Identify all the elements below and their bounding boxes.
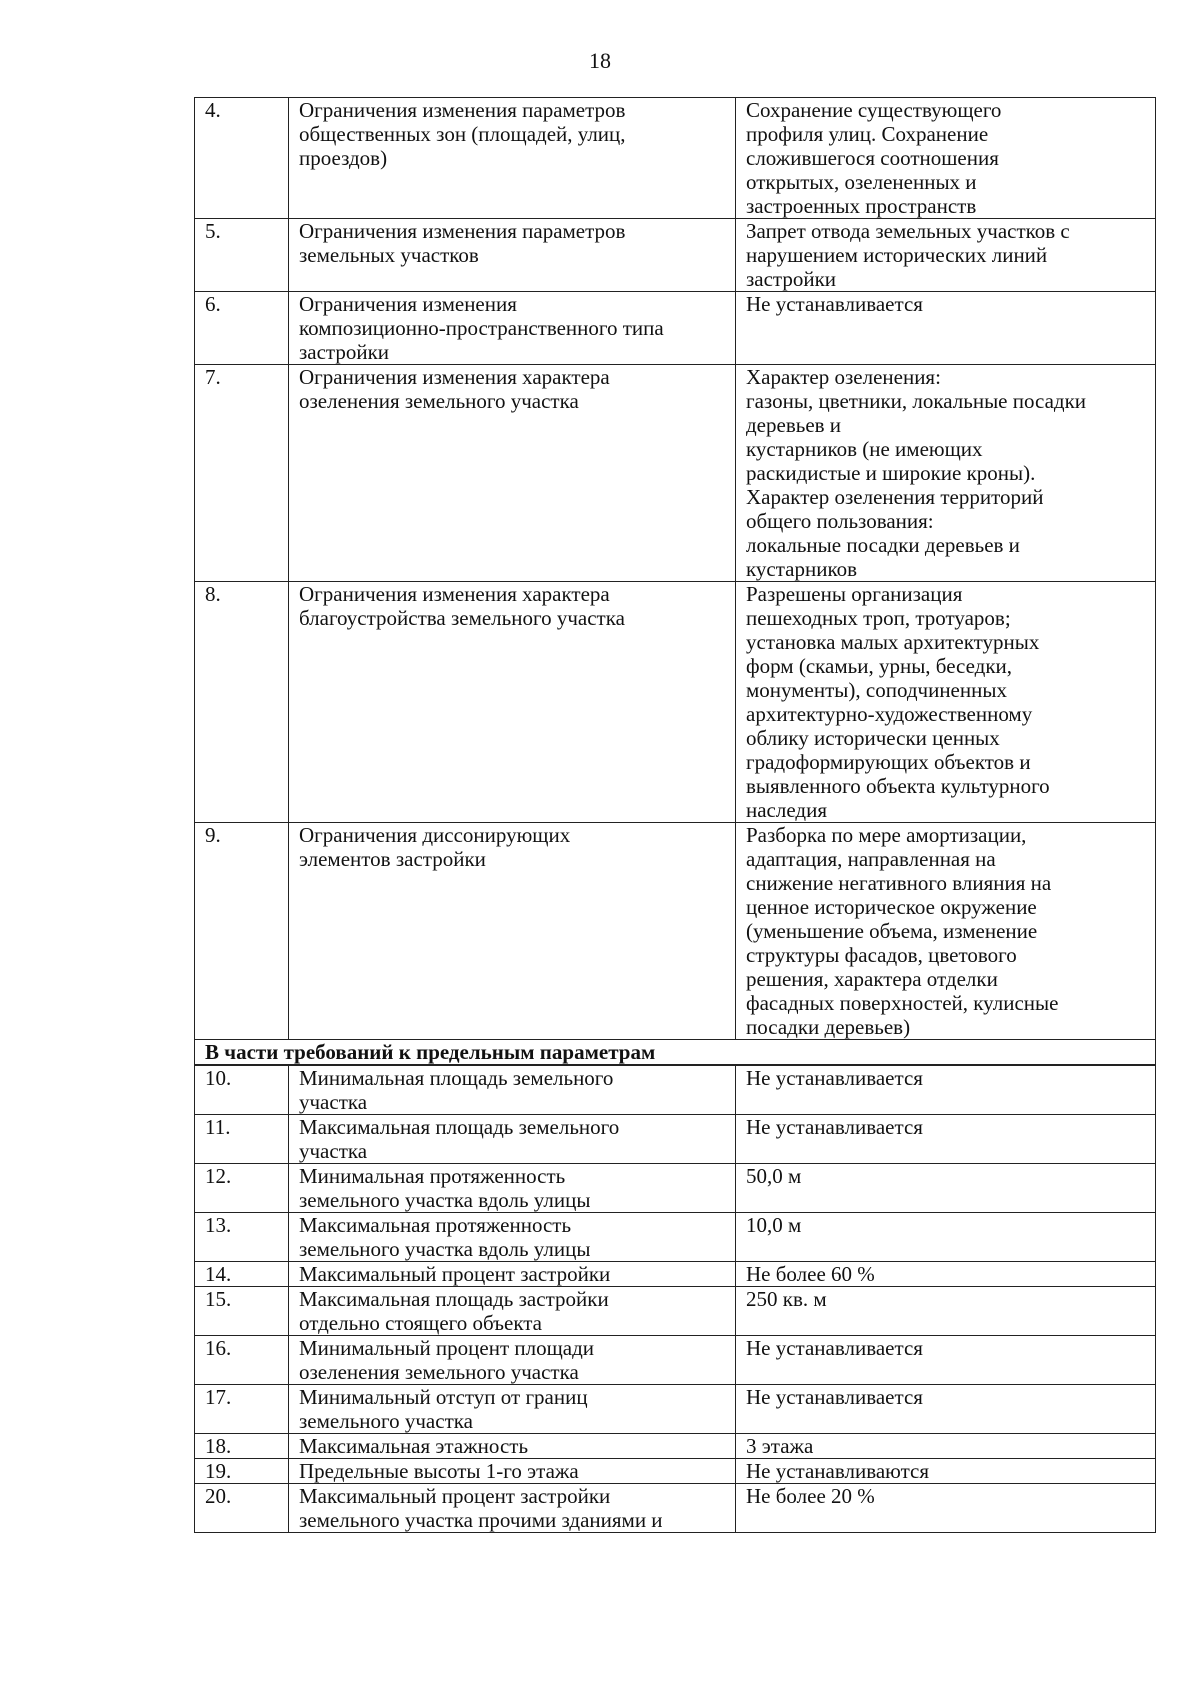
restrictions-table [194,97,1156,1533]
page-number: 18 [589,48,611,73]
row-parameter: Ограничения изменения параметров земельных участков [289,219,736,292]
row-value: Разборка по мере амортизации, адаптация, направленная на снижение негативного влияния на ценное историческое окружение (уменьшение объема, изменение структуры фасадов, цветового решения, характера отделки фасадных поверхностей, кулисные посадки деревьев) [736,823,1156,1040]
row-number: 9. [195,823,289,1040]
table-row [195,1164,1156,1213]
row-value: Не устанавливается [736,1065,1156,1115]
row-value: Не устанавливается [736,292,1156,365]
row-value: 250 кв. м [736,1287,1156,1336]
row-parameter: Ограничения диссонирующих элементов застройки [289,823,736,1040]
table-row [195,1459,1156,1484]
row-number: 18. [195,1434,289,1459]
row-parameter: Минимальный отступ от границ земельного участка [289,1385,736,1434]
table-body-top [195,98,1156,1040]
row-parameter: Максимальный процент застройки [289,1262,736,1287]
table-row [195,292,1156,365]
row-number: 4. [195,98,289,219]
table-row [195,582,1156,823]
row-parameter: Ограничения изменения параметров общественных зон (площадей, улиц, проездов) [289,98,736,219]
table-row [195,823,1156,1040]
table-body-bottom [195,1065,1156,1533]
row-number: 8. [195,582,289,823]
row-number: 14. [195,1262,289,1287]
row-parameter: Максимальная протяженность земельного участка вдоль улицы [289,1213,736,1262]
table-row [195,365,1156,582]
row-number: 5. [195,219,289,292]
table-row [195,1434,1156,1459]
row-value: Не устанавливаются [736,1459,1156,1484]
table-row [195,219,1156,292]
row-value: Не устанавливается [736,1336,1156,1385]
row-parameter: Ограничения изменения композиционно-пространственного типа застройки [289,292,736,365]
table-row [195,1336,1156,1385]
row-number: 20. [195,1484,289,1533]
row-value: Запрет отвода земельных участков с нарушением исторических линий застройки [736,219,1156,292]
table-row [195,1213,1156,1262]
row-number: 17. [195,1385,289,1434]
row-parameter: Минимальная протяженность земельного участка вдоль улицы [289,1164,736,1213]
row-parameter: Максимальная этажность [289,1434,736,1459]
row-value: 50,0 м [736,1164,1156,1213]
row-value: 3 этажа [736,1434,1156,1459]
table-row [195,1115,1156,1164]
table-section [195,1040,1156,1066]
row-value: Не устанавливается [736,1115,1156,1164]
table-row [195,1065,1156,1115]
row-parameter: Максимальная площадь земельного участка [289,1115,736,1164]
table-row [195,98,1156,219]
table-row [195,1484,1156,1533]
row-value: Не более 60 % [736,1262,1156,1287]
row-value: 10,0 м [736,1213,1156,1262]
row-parameter: Ограничения изменения характера озеленения земельного участка [289,365,736,582]
row-parameter: Ограничения изменения характера благоустройства земельного участка [289,582,736,823]
table-row [195,1287,1156,1336]
table-row [195,1262,1156,1287]
row-value: Характер озеленения: газоны, цветники, локальные посадки деревьев и кустарников (не имеющих раскидистые и широкие кроны). Характер озеленения территорий общего пользования: локальные посадки деревьев и кустарников [736,365,1156,582]
row-number: 16. [195,1336,289,1385]
row-number: 6. [195,292,289,365]
row-value: Не устанавливается [736,1385,1156,1434]
row-number: 13. [195,1213,289,1262]
table-row [195,1385,1156,1434]
row-value: Сохранение существующего профиля улиц. Сохранение сложившегося соотношения открытых, озелененных и застроенных пространств [736,98,1156,219]
row-parameter: Максимальная площадь застройки отдельно стоящего объекта [289,1287,736,1336]
row-number: 11. [195,1115,289,1164]
section-header: В части требований к предельным параметрам [195,1040,1156,1066]
row-number: 12. [195,1164,289,1213]
row-parameter: Предельные высоты 1-го этажа [289,1459,736,1484]
row-parameter: Максимальный процент застройки земельного участка прочими зданиями и [289,1484,736,1533]
row-number: 15. [195,1287,289,1336]
row-parameter: Минимальный процент площади озеленения земельного участка [289,1336,736,1385]
section-header-row [195,1040,1156,1066]
row-value: Разрешены организация пешеходных троп, тротуаров; установка малых архитектурных форм (скамьи, урны, беседки, монументы), соподчиненных архитектурно-художественному облику исторически ценных градоформирующих объектов и выявленного объекта культурного наследия [736,582,1156,823]
row-number: 7. [195,365,289,582]
row-number: 10. [195,1065,289,1115]
row-number: 19. [195,1459,289,1484]
row-value: Не более 20 % [736,1484,1156,1533]
row-parameter: Минимальная площадь земельного участка [289,1065,736,1115]
